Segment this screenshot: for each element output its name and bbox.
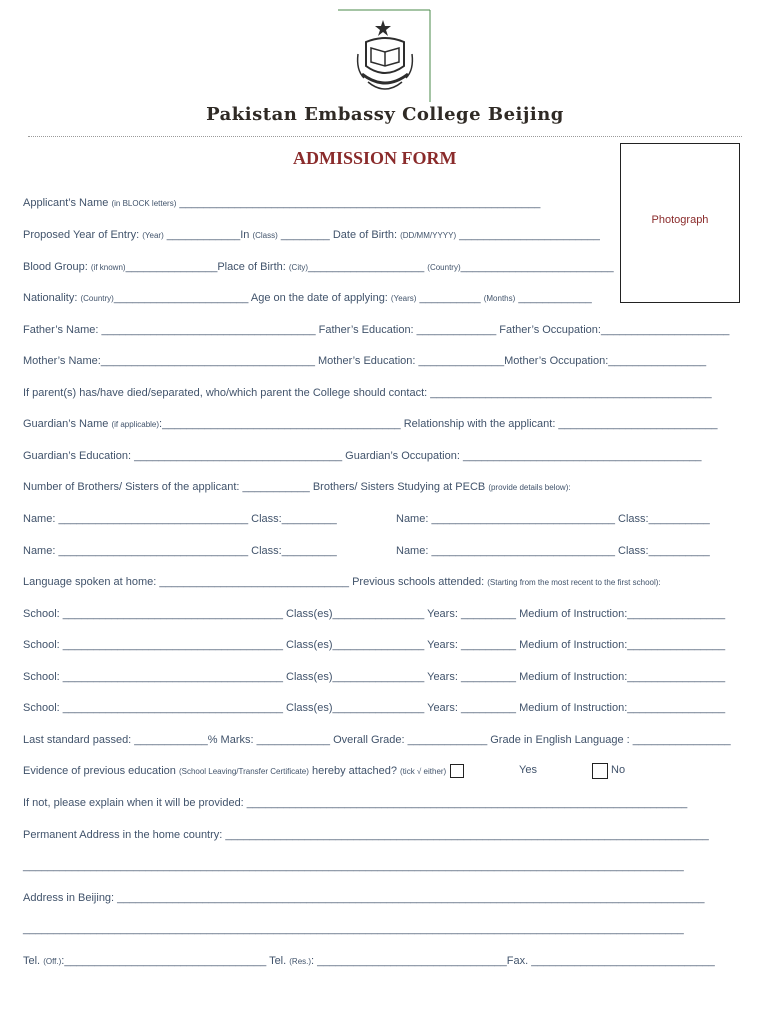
blood-group-field[interactable]: Blood Group: (if known)_______________Place of Birth: (City)___________________ (Country)_________________________ [23,261,614,273]
permanent-address-continued[interactable]: ____________________________________________________________________________________________________________ [23,860,684,872]
beijing-address-continued[interactable]: ____________________________________________________________________________________________________________ [23,923,684,935]
guardian-name-field[interactable]: Guardian’s Name (if applicable):_______________________________________ Relationship with the applicant: __________________________ [23,418,718,430]
beijing-address-field[interactable]: Address in Beijing: ________________________________________________________________________________________________ [23,892,705,904]
photograph-label: Photograph [651,214,709,226]
sibling-name-field[interactable]: Name: ______________________________ Class:__________ [396,513,710,525]
college-name: Pakistan Embassy College Beijing [206,104,564,125]
evidence-field: Evidence of previous education (School Leaving/Transfer Certificate) hereby attached? (tick √ either) [23,764,464,779]
header-divider [28,136,742,137]
language-field[interactable]: Language spoken at home: _______________________________ Previous schools attended: (Starting from the most recent to the first school): [23,576,661,588]
permanent-address-field[interactable]: Permanent Address in the home country: _______________________________________________________________________________ [23,829,709,841]
form-title: ADMISSION FORM [293,148,457,168]
college-logo [338,8,432,104]
parent-contact-field[interactable]: If parent(s) has/have died/separated, who/which parent the College should contact: ______________________________________________ [23,387,712,399]
school-row[interactable]: School: ____________________________________ Class(es)_______________ Years: _________ Medium of Instruction:________________ [23,639,726,651]
school-row[interactable]: School: ____________________________________ Class(es)_______________ Years: _________ Medium of Instruction:________________ [23,671,726,683]
school-row[interactable]: School: ____________________________________ Class(es)_______________ Years: _________ Medium of Instruction:________________ [23,608,726,620]
mother-field[interactable]: Mother’s Name:___________________________________ Mother’s Education: ______________Mother’s Occupation:________________ [23,355,707,367]
photograph-box[interactable] [620,143,740,303]
applicant-name-field[interactable]: Applicant’s Name (in BLOCK letters) ___________________________________________________________ [23,197,541,209]
nationality-field[interactable]: Nationality: (Country)______________________ Age on the date of applying: (Years) __________ (Months) ____________ [23,292,592,304]
school-row[interactable]: School: ____________________________________ Class(es)_______________ Years: _________ Medium of Instruction:________________ [23,702,726,714]
yes-checkbox[interactable] [450,764,464,778]
siblings-field[interactable]: Number of Brothers/ Sisters of the applicant: ___________ Brothers/ Sisters Studying at PECB (provide details below): [23,481,571,493]
sibling-name-field[interactable]: Name: _______________________________ Class:_________ [23,545,337,557]
no-label: No [611,764,626,776]
marks-field[interactable]: Last standard passed: ____________% Marks: ____________ Overall Grade: _____________ Grade in English Language : ________________ [23,734,731,746]
explain-field[interactable]: If not, please explain when it will be provided: ________________________________________________________________________ [23,797,688,809]
sibling-name-field[interactable]: Name: _______________________________ Class:_________ [23,513,337,525]
guardian-education-field[interactable]: Guardian’s Education: __________________________________ Guardian’s Occupation: _______________________________________ [23,450,702,462]
telephone-field[interactable]: Tel. (Off.):_________________________________ Tel. (Res.): _______________________________Fax. ______________________________ [23,955,715,967]
year-of-entry-field[interactable]: Proposed Year of Entry: (Year) ____________In (Class) ________ Date of Birth: (DD/MM/YYYY) _______________________ [23,229,600,241]
father-field[interactable]: Father’s Name: ___________________________________ Father’s Education: _____________ Father’s Occupation:_____________________ [23,324,730,336]
sibling-name-field[interactable]: Name: ______________________________ Class:__________ [396,545,710,557]
no-checkbox[interactable] [592,763,608,779]
yes-label: Yes [519,764,537,776]
